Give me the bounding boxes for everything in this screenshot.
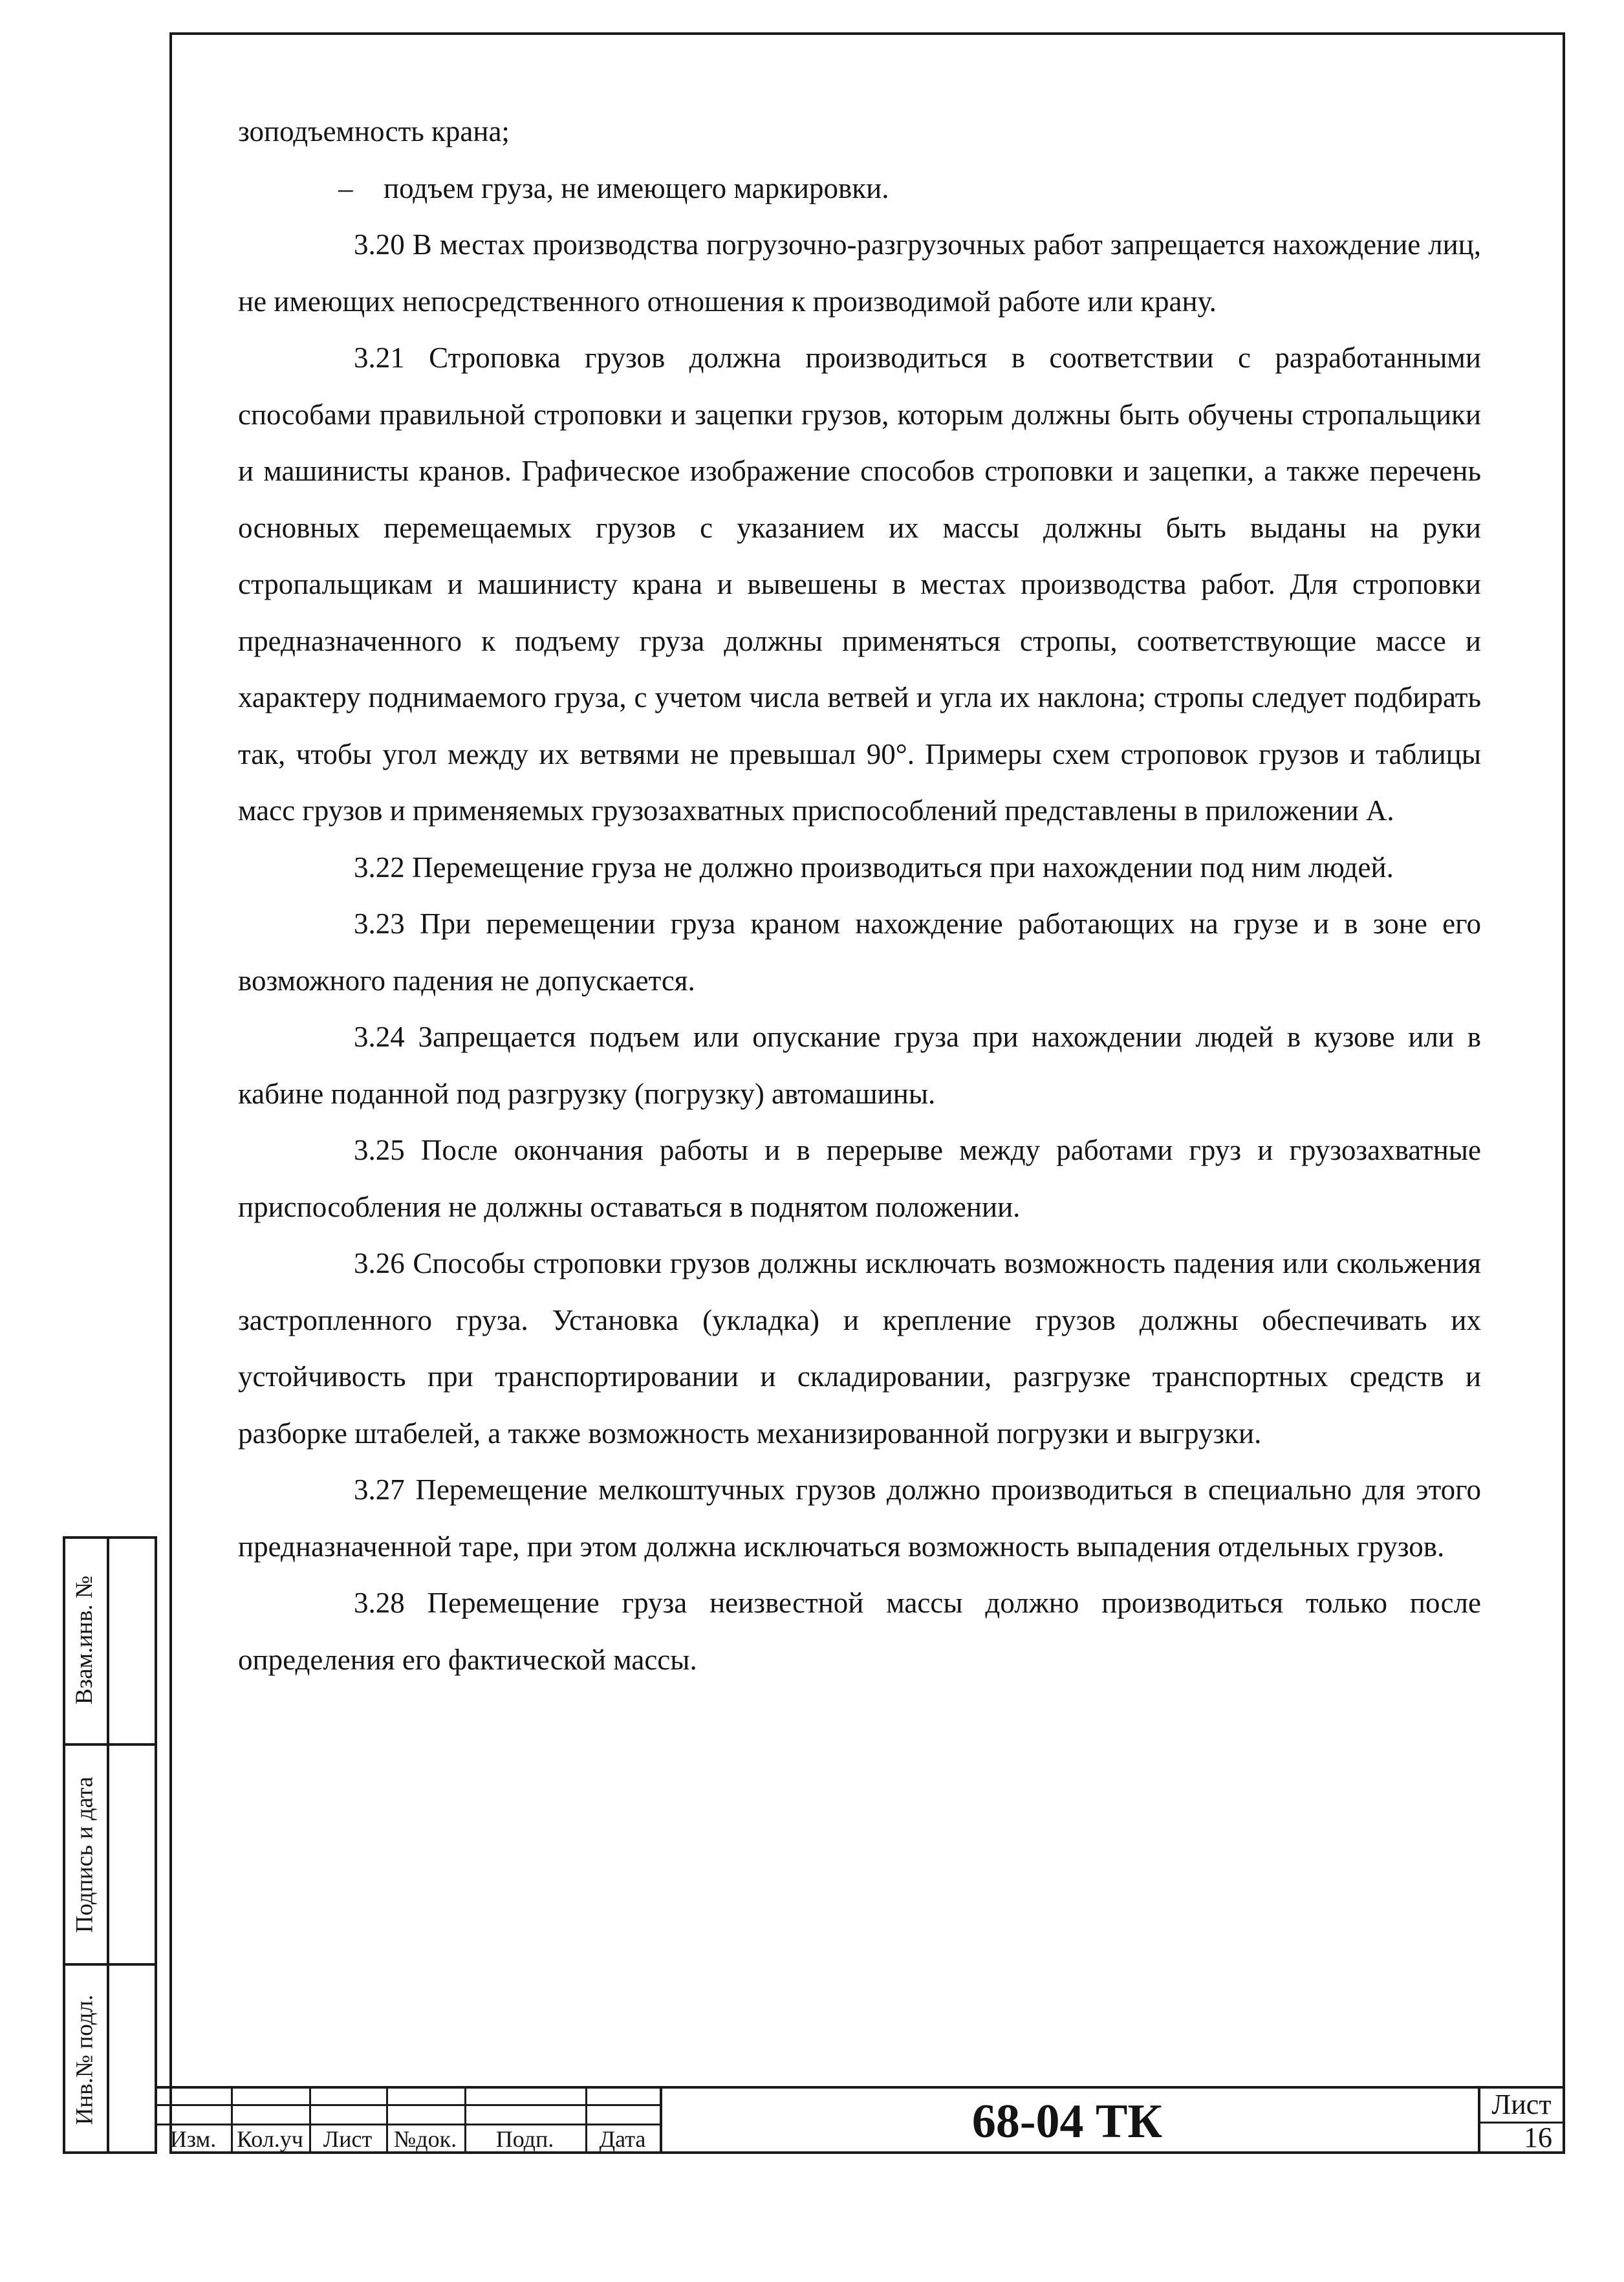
- paragraph-3-27: 3.27 Перемещение мелкоштучных грузов должно производиться в специально для этого предназначенной таре, при этом должна исключаться возможность выпадения отдельных грузов.: [238, 1473, 1481, 1563]
- side-stamp-grid: [63, 1536, 157, 2154]
- header-list: Лист: [323, 2126, 373, 2152]
- side-divider: [107, 1536, 109, 2154]
- paragraph-3-20: 3.20 В местах производства погрузочно-разгрузочных работ запрещается нахождение лиц, не имеющих непосредственного отношения к производимой работе или крану.: [238, 228, 1481, 318]
- paragraph-3-25: 3.25 После окончания работы и в перерыве между работами груз и грузозахватные приспособления не должны оставаться в поднятом положении.: [238, 1134, 1481, 1223]
- document-body: [238, 103, 1481, 1688]
- list-item: [238, 160, 1481, 217]
- inv-podl-label: Инв.№ подл.: [71, 1994, 98, 2125]
- sheet-label: Лист: [1491, 2089, 1552, 2120]
- list-item-text: подъем груза, не имеющего маркировки.: [384, 171, 889, 204]
- paragraph-continuation: зоподъемность крана;: [238, 115, 510, 147]
- title-block-top-line: [155, 2086, 1565, 2089]
- sheet-number: 16: [1524, 2122, 1552, 2153]
- header-ndok: №док.: [393, 2126, 457, 2152]
- dash-marker: –: [338, 171, 353, 204]
- paragraph-3-23: 3.23 При перемещении груза краном нахождение работающих на грузе и в зоне его возможного падения не допускается.: [238, 907, 1481, 997]
- header-izm: Изм.: [169, 2126, 217, 2152]
- paragraph-3-21: 3.21 Строповка грузов должна производиться в соответствии с разработанными способами правильной строповки и зацепки грузов, которым должны быть обучены стропальщики и машинисты кранов. Графическое изображение способов строповки и зацепки, а также перечень основных перемещаемых грузов с указанием их массы должны быть выданы на руки стропальщикам и машинисту крана и вывешены в местах производства работ. Для строповки предназначенного к подъему груза должны применяться стропы, соответствующие массе и характеру поднимаемого груза, с учетом числа ветвей и угла их наклона; стропы следует подбирать так, чтобы угол между их ветвями не превышал 90°. Примеры схем строповок грузов и таблицы масс грузов и применяемых грузозахватных приспособлений представлены в приложении А.: [238, 342, 1481, 827]
- header-kol-uch: Кол.уч: [237, 2126, 303, 2152]
- paragraph-3-24: 3.24 Запрещается подъем или опускание груза при нахождении людей в кузове или в кабине поданной под разгрузку (погрузку) автомашины.: [238, 1021, 1481, 1110]
- vzam-inv-label: Взам.инв. №: [71, 1575, 98, 1704]
- podpis-data-label: Подпись и дата: [71, 1776, 98, 1933]
- header-podp: Подп.: [495, 2126, 554, 2152]
- document-code: 68-04 ТК: [971, 2095, 1163, 2148]
- paragraph-3-22: 3.22 Перемещение груза не должно производиться при нахождении под ним людей.: [354, 851, 1394, 884]
- header-data: Дата: [599, 2126, 646, 2152]
- paragraph-3-28: 3.28 Перемещение груза неизвестной массы должно производиться только после определения его фактической массы.: [238, 1587, 1481, 1676]
- paragraph-3-26: 3.26 Способы строповки грузов должны исключать возможность падения или скольжения застропленного груза. Установка (укладка) и крепление грузов должны обеспечивать их устойчивость при транспортировании и складировании, разгрузке транспортных средств и разборке штабелей, а также возможность механизированной погрузки и выгрузки.: [238, 1247, 1481, 1450]
